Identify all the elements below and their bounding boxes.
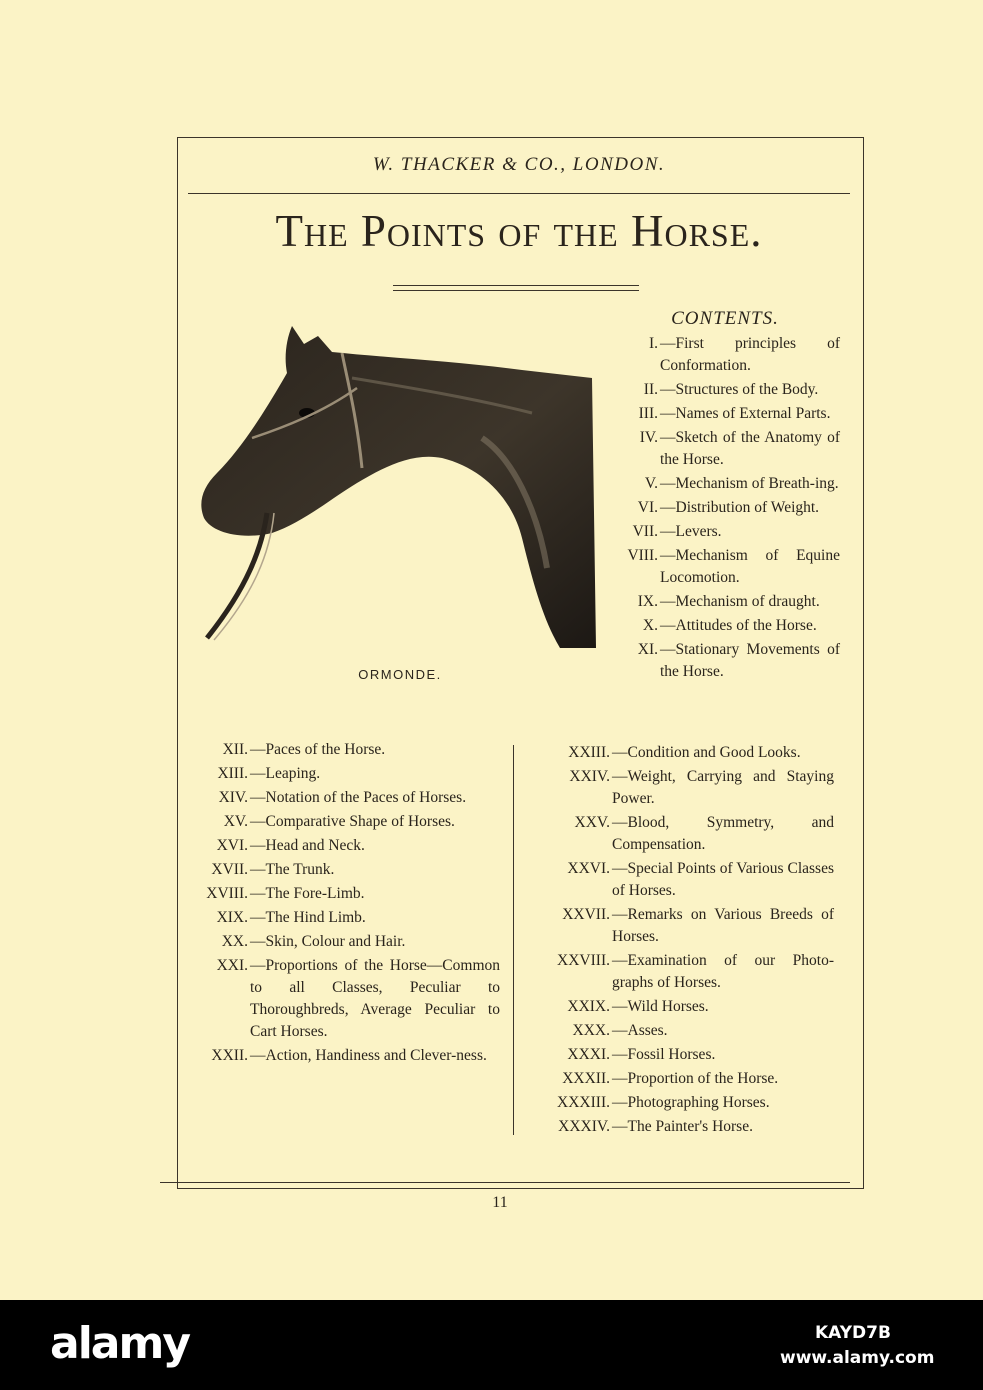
contents-entry bbox=[600, 545, 840, 589]
contents-entry bbox=[600, 403, 840, 425]
contents-entry bbox=[600, 427, 840, 471]
contents-entry-text: —Blood, Symmetry, and Compensation. bbox=[612, 814, 834, 853]
page-title: The Points of the Horse. bbox=[275, 206, 763, 256]
title-double-rule bbox=[393, 285, 639, 291]
contents-entry-number: II. bbox=[643, 381, 658, 398]
contents-entry-text: —The Hind Limb. bbox=[250, 909, 366, 926]
contents-entry-text: —Mechanism of Breath-ing. bbox=[660, 475, 839, 492]
contents-entry bbox=[180, 859, 500, 881]
contents-entry-text: —Names of External Parts. bbox=[660, 405, 831, 422]
contents-entry-number: V. bbox=[644, 475, 658, 492]
contents-entry-text: —First principles of Conformation. bbox=[660, 335, 840, 374]
contents-entry-text: —The Trunk. bbox=[250, 861, 335, 878]
contents-entry bbox=[522, 1116, 834, 1138]
contents-entry-text: —Proportion of the Horse. bbox=[612, 1070, 779, 1087]
contents-entry-text: —Condition and Good Looks. bbox=[612, 744, 801, 761]
contents-entry bbox=[180, 811, 500, 833]
figure-caption: ORMONDE. bbox=[358, 667, 442, 682]
contents-entry-text: —Paces of the Horse. bbox=[250, 741, 386, 758]
contents-entry-number: XXXII. bbox=[562, 1070, 610, 1087]
contents-entry bbox=[600, 639, 840, 683]
contents-entry-text: —The Fore-Limb. bbox=[250, 885, 365, 902]
contents-list-right bbox=[522, 742, 834, 1140]
contents-entry-number: XVI. bbox=[216, 837, 248, 854]
contents-entry-text: —Notation of the Paces of Horses. bbox=[250, 789, 467, 806]
contents-entry bbox=[180, 907, 500, 929]
contents-entry-text: —Photographing Horses. bbox=[612, 1094, 770, 1111]
contents-entry-number: XXIV. bbox=[569, 768, 610, 785]
contents-entry-number: XX. bbox=[221, 933, 248, 950]
contents-entry bbox=[600, 521, 840, 543]
contents-entry-text: —Stationary Movements of the Horse. bbox=[660, 641, 840, 680]
contents-entry-text: —Fossil Horses. bbox=[612, 1046, 716, 1063]
contents-entry bbox=[522, 766, 834, 810]
contents-entry bbox=[522, 1092, 834, 1114]
contents-entry-number: XIV. bbox=[218, 789, 248, 806]
contents-entry-number: VI. bbox=[637, 499, 658, 516]
contents-entry bbox=[180, 955, 500, 1043]
contents-entry-number: XI. bbox=[637, 641, 658, 658]
contents-entry bbox=[522, 904, 834, 948]
contents-entry bbox=[600, 333, 840, 377]
contents-entry-text: —Weight, Carrying and Staying Power. bbox=[612, 768, 834, 807]
contents-entry bbox=[522, 1068, 834, 1090]
contents-entry bbox=[180, 1045, 500, 1067]
contents-entry bbox=[522, 812, 834, 856]
contents-entry-number: XXII. bbox=[211, 1047, 248, 1064]
contents-entry bbox=[522, 1020, 834, 1042]
contents-entry-text: —Examination of our Photo-graphs of Horses. bbox=[612, 952, 834, 991]
contents-entry bbox=[180, 787, 500, 809]
contents-entry-number: VIII. bbox=[627, 547, 658, 564]
contents-entry-number: XIX. bbox=[216, 909, 248, 926]
contents-entry bbox=[600, 615, 840, 637]
contents-entry-number: XXVIII. bbox=[557, 952, 610, 969]
contents-entry-text: —Remarks on Various Breeds of Horses. bbox=[612, 906, 834, 945]
contents-entry-text: —Head and Neck. bbox=[250, 837, 365, 854]
contents-entry-text: —Distribution of Weight. bbox=[660, 499, 820, 516]
publisher-line: W. THACKER & CO., LONDON. bbox=[372, 154, 666, 175]
contents-entry bbox=[522, 950, 834, 994]
bottom-rule bbox=[160, 1182, 850, 1183]
contents-entry bbox=[522, 742, 834, 764]
contents-entry-number: XXIII. bbox=[568, 744, 610, 761]
contents-entry-number: XXVI. bbox=[567, 860, 610, 877]
contents-entry-number: XVII. bbox=[211, 861, 248, 878]
contents-entry-text: —Comparative Shape of Horses. bbox=[250, 813, 455, 830]
contents-entry-text: —Asses. bbox=[612, 1022, 668, 1039]
contents-entry-text: —The Painter's Horse. bbox=[612, 1118, 753, 1135]
contents-entry bbox=[180, 883, 500, 905]
contents-entry-number: XXXIV. bbox=[558, 1118, 610, 1135]
contents-entry-number: XIII. bbox=[217, 765, 248, 782]
contents-entry-text: —Attitudes of the Horse. bbox=[660, 617, 817, 634]
contents-entry-number: IV. bbox=[639, 429, 658, 446]
contents-entry-number: XXV. bbox=[574, 814, 610, 831]
contents-entry bbox=[600, 497, 840, 519]
contents-entry bbox=[180, 763, 500, 785]
contents-entry bbox=[180, 835, 500, 857]
contents-entry-number: IX. bbox=[637, 593, 658, 610]
contents-entry-text: —Proportions of the Horse—Common to all Classes, Peculiar to Thoroughbreds, Average Peculiar to Cart Horses. bbox=[250, 957, 500, 1040]
contents-entry bbox=[600, 473, 840, 495]
contents-entry-text: —Mechanism of Equine Locomotion. bbox=[660, 547, 840, 586]
contents-list-top bbox=[600, 333, 840, 685]
contents-entry-number: XV. bbox=[223, 813, 248, 830]
contents-entry-text: —Leaping. bbox=[250, 765, 321, 782]
contents-entry-number: XXVII. bbox=[562, 906, 610, 923]
column-divider bbox=[513, 745, 514, 1135]
watermark-logo: alamy bbox=[50, 1318, 189, 1369]
contents-entry bbox=[600, 379, 840, 401]
contents-entry-text: —Sketch of the Anatomy of the Horse. bbox=[660, 429, 840, 468]
watermark-image-id: KAYD7B bbox=[815, 1323, 891, 1343]
contents-entry-text: —Levers. bbox=[660, 523, 722, 540]
contents-entry-text: —Wild Horses. bbox=[612, 998, 709, 1015]
contents-entry-text: —Action, Handiness and Clever-ness. bbox=[250, 1047, 487, 1064]
contents-entry bbox=[522, 1044, 834, 1066]
contents-entry-number: III. bbox=[638, 405, 658, 422]
contents-entry-number: VII. bbox=[632, 523, 658, 540]
horse-head-illustration bbox=[192, 318, 597, 658]
contents-list-left bbox=[180, 739, 500, 1069]
contents-entry-number: XXI. bbox=[216, 957, 248, 974]
contents-entry bbox=[600, 591, 840, 613]
contents-entry-number: XII. bbox=[222, 741, 248, 758]
watermark-url: www.alamy.com bbox=[780, 1348, 935, 1368]
contents-entry-text: —Special Points of Various Classes of Horses. bbox=[612, 860, 834, 899]
contents-entry bbox=[180, 931, 500, 953]
contents-entry bbox=[522, 996, 834, 1018]
contents-entry bbox=[522, 858, 834, 902]
contents-entry-text: —Mechanism of draught. bbox=[660, 593, 820, 610]
page-number: 11 bbox=[492, 1194, 508, 1211]
contents-entry-number: X. bbox=[642, 617, 658, 634]
contents-entry-text: —Skin, Colour and Hair. bbox=[250, 933, 406, 950]
contents-entry-number: XXXI. bbox=[567, 1046, 610, 1063]
header-rule bbox=[188, 193, 850, 194]
contents-entry bbox=[180, 739, 500, 761]
contents-entry-text: —Structures of the Body. bbox=[660, 381, 819, 398]
contents-entry-number: XXIX. bbox=[567, 998, 610, 1015]
contents-heading: CONTENTS. bbox=[671, 308, 779, 329]
contents-entry-number: I. bbox=[648, 335, 658, 352]
contents-entry-number: XXXIII. bbox=[557, 1094, 610, 1111]
contents-entry-number: XVIII. bbox=[206, 885, 248, 902]
contents-entry-number: XXX. bbox=[572, 1022, 610, 1039]
